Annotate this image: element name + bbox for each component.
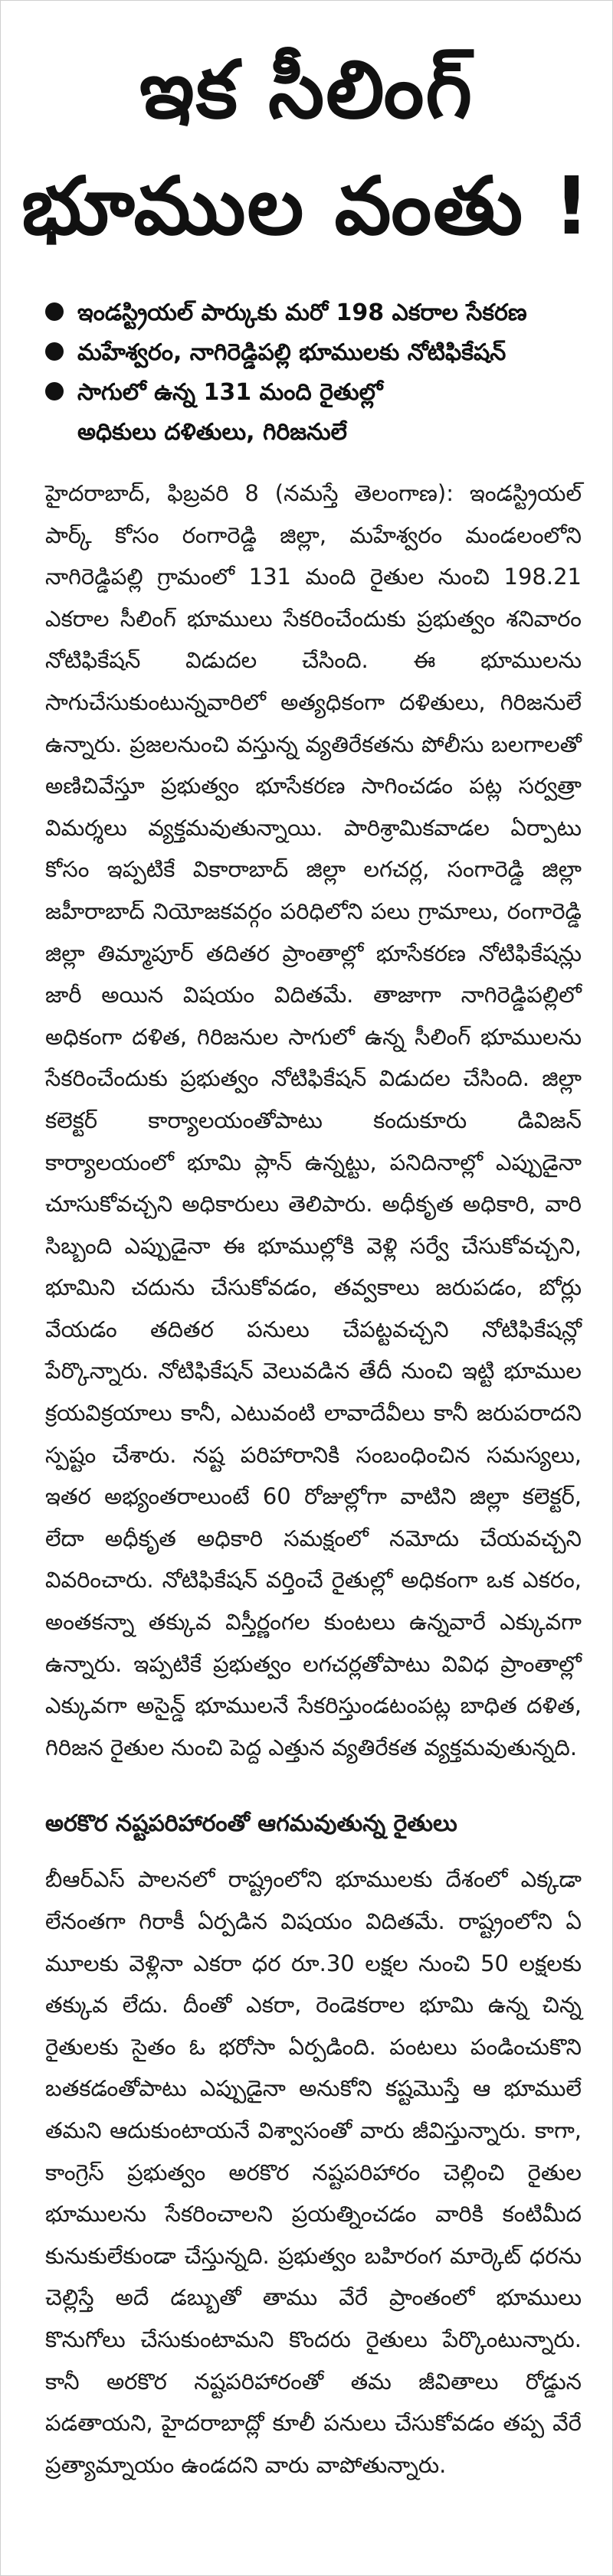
article-body <box>1 472 612 1768</box>
headline <box>1 1 612 264</box>
bullet-item <box>45 333 582 373</box>
headline-line-2: భూముల వంతు ! <box>21 159 592 253</box>
bullet-dot-icon <box>45 302 64 321</box>
headline-line-1: ఇక సీలింగ్ <box>139 43 474 136</box>
bullet-dot-icon <box>45 382 64 400</box>
bullet-item <box>45 293 582 333</box>
bullet-text: అధికులు దళితులు, గిరిజనులే <box>77 419 347 446</box>
article-paragraph-2: బీఆర్ఎస్ పాలనలో రాష్ట్రంలోని భూములకు దేశంలో ఎక్కడా లేనంతగా గిరాకీ ఏర్పడిన విషయం విదితమే. రాష్ట్రంలోని ఏ మూలకు వెళ్లినా ఎకరా ధర రూ.30 లక్షల నుంచి 50 లక్షలకు తక్కువ లేదు. దీంతో ఎకరా, రెండెకరాల భూమి ఉన్న చిన్న రైతులకు సైతం ఓ భరోసా ఏర్పడింది. పంటలు పండించుకొని బతకడంతోపాటు ఎప్పుడైనా అనుకోని కష్టమొస్తే ఆ భూములే తమని ఆదుకుంటాయనే విశ్వాసంతో వారు జీవిస్తున్నారు. కాగా, కాంగ్రెస్ ప్రభుత్వం అరకొర నష్టపరిహారం చెల్లించి రైతుల భూములను సేకరించాలని ప్రయత్నించడం వారికి కంటిమీద కునుకులేకుండా చేస్తున్నది. ప్రభుత్వం బహిరంగ మార్కెట్ ధరను చెల్లిస్తే అదే డబ్బుతో తాము వేరే ప్రాంతంలో భూములు కొనుగోలు చేసుకుంటామని కొందరు రైతులు పేర్కొంటున్నారు. కానీ అరకొర నష్టపరిహారంతో తమ జీవితాలు రోడ్డున పడతాయని, హైదరాబాద్లో కూలీ పనులు చేసుకోవడం తప్ప వేరే ప్రత్యామ్నాయం ఉండదని వారు వాపోతున్నారు. <box>45 1866 582 2478</box>
bullet-text: మహేశ్వరం, నాగిరెడ్డిపల్లి భూములకు నోటిఫికేషన్ <box>77 339 506 366</box>
bullet-text: సాగులో ఉన్న 131 మంది రైతుల్లో <box>77 379 383 406</box>
bullet-text: ఇండస్ట్రియల్ పార్కుకు మరో 198 ఎకరాల సేకరణ <box>77 299 527 326</box>
article-body-2 <box>1 1858 612 2486</box>
highlight-bullets <box>1 293 612 453</box>
bullet-item <box>45 373 582 413</box>
bullet-continuation <box>45 413 582 453</box>
article-subheading: అరకొర నష్టపరిహారంతో ఆగమవుతున్న రైతులు <box>45 1810 457 1838</box>
article-paragraph-1: హైదరాబాద్, ఫిబ్రవరి 8 (నమస్తే తెలంగాణ): ఇండస్ట్రియల్ పార్క్ కోసం రంగారెడ్డి జిల్లా, మహేశ్వరం మండలంలోని నాగిరెడ్డిపల్లి గ్రామంలో 131 మంది రైతుల నుంచి 198.21 ఎకరాల సీలింగ్ భూములు సేకరించేందుకు ప్రభుత్వం శనివారం నోటిఫికేషన్ విడుదల చేసింది. ఈ భూములను సాగుచేసుకుంటున్నవారిలో అత్యధికంగా దళితులు, గిరిజనులే ఉన్నారు. ప్రజలనుంచి వస్తున్న వ్యతిరేకతను పోలీసు బలగాలతో అణిచివేస్తూ ప్రభుత్వం భూసేకరణ సాగించడం పట్ల సర్వత్రా విమర్శలు వ్యక్తమవుతున్నాయి. పారిశ్రామికవాడల ఏర్పాటు కోసం ఇప్పటికే వికారాబాద్ జిల్లా లగచర్ల, సంగారెడ్డి జిల్లా జహీరాబాద్ నియోజకవర్గం పరిధిలోని పలు గ్రామాలు, రంగారెడ్డి జిల్లా తిమ్మాపూర్ తదితర ప్రాంతాల్లో భూసేకరణ నోటిఫికేషన్లు జారీ అయిన విషయం విదితమే. తాజాగా నాగిరెడ్డిపల్లిలో అధికంగా దళిత, గిరిజనుల సాగులో ఉన్న సీలింగ్ భూములను సేకరించేందుకు ప్రభుత్వం నోటిఫికేషన్ విడుదల చేసింది. జిల్లా కలెక్టర్ కార్యాలయంతోపాటు కందుకూరు డివిజన్ కార్యాలయంలో భూమి ప్లాన్ ఉన్నట్టు, పనిదినాల్లో ఎప్పుడైనా చూసుకోవచ్చని అధికారులు తెలిపారు. అధీకృత అధికారి, వారి సిబ్బంది ఎప్పుడైనా ఈ భూముల్లోకి వెళ్లి సర్వే చేసుకోవచ్చని, భూమిని చదును చేసుకోవడం, తవ్వకాలు జరుపడం, బోర్లు వేయడం తదితర పనులు చేపట్టవచ్చని నోటిఫికేషన్లో పేర్కొన్నారు. నోటిఫికేషన్ వెలువడిన తేదీ నుంచి ఇట్టి భూముల క్రయవిక్రయాలు కానీ, ఎటువంటి లావాదేవీలు కానీ జరుపరాదని స్పష్టం చేశారు. నష్ట పరిహారానికి సంబంధించిన సమస్యలు, ఇతర అభ్యంతరాలుంటే 60 రోజుల్లోగా వాటిని జిల్లా కలెక్టర్, లేదా అధీకృత అధికారి సమక్షంలో నమోదు చేయవచ్చని వివరించారు. నోటిఫికేషన్ వర్తించే రైతుల్లో అధికంగా ఒక ఎకరం, అంతకన్నా తక్కువ విస్తీర్ణంగల కుంటలు ఉన్నవారే ఎక్కువగా ఉన్నారు. ఇప్పటికే ప్రభుత్వం లగచర్లతోపాటు వివిధ ప్రాంతాల్లో ఎక్కువగా అసైన్డ్ భూములనే సేకరిస్తుండటంపట్ల బాధిత దళిత, గిరిజన రైతుల నుంచి పెద్ద ఎత్తున వ్యతిరేకత వ్యక్తమవుతున్నది. <box>45 480 582 1760</box>
bullet-dot-icon <box>45 342 64 361</box>
